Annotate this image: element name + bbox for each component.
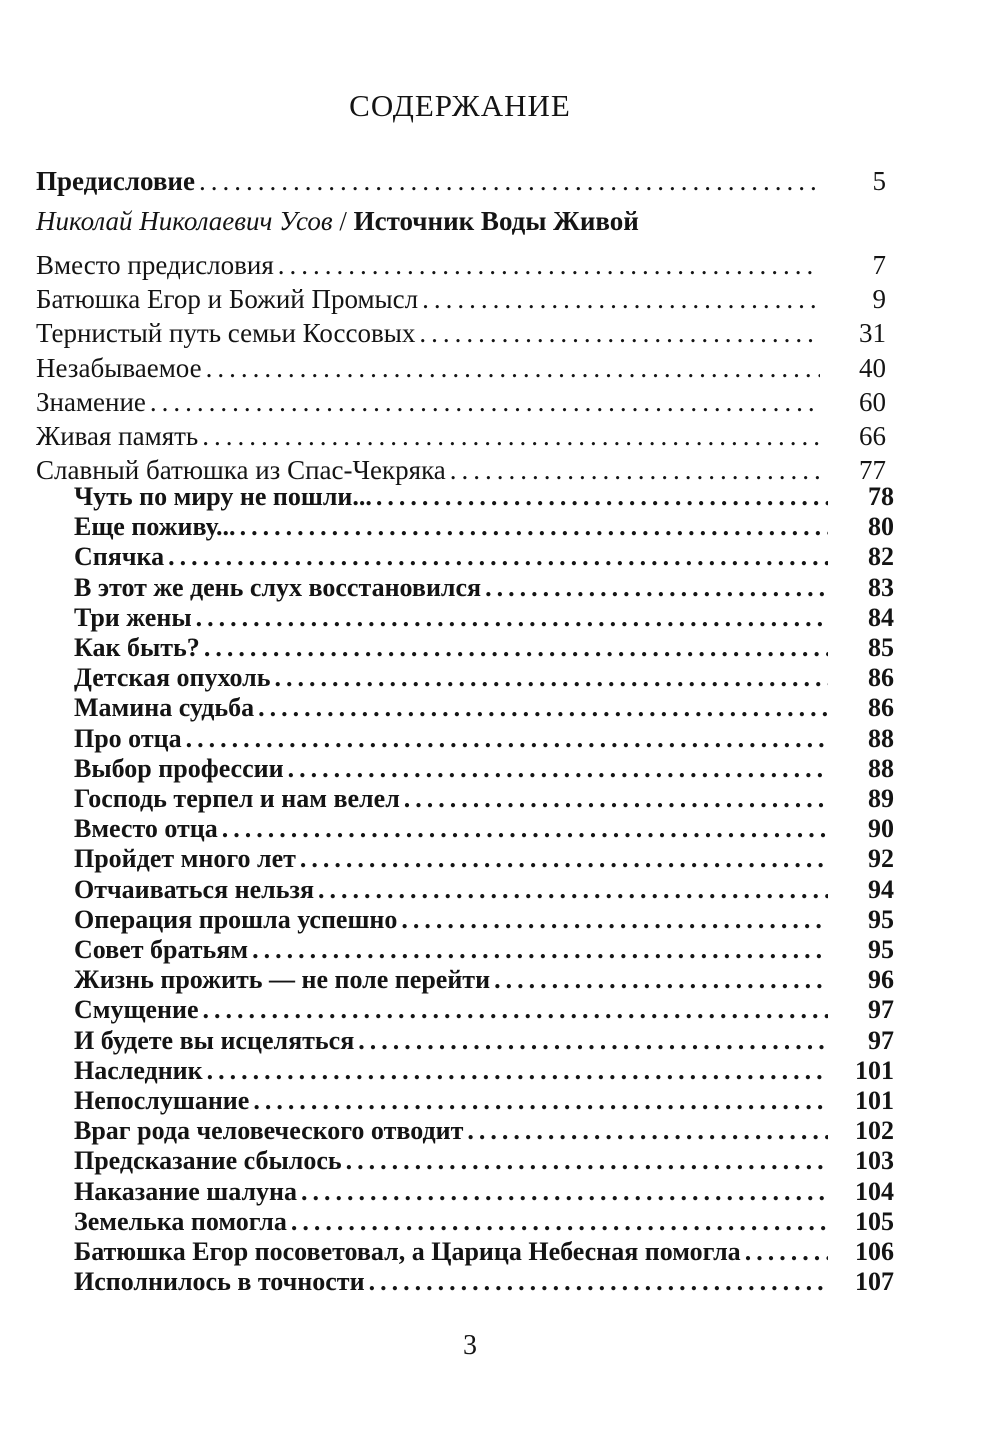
toc-entry <box>36 318 886 349</box>
toc-entry <box>74 1086 894 1116</box>
dot-leader <box>202 421 820 452</box>
toc-page-number: 97 <box>868 1025 894 1055</box>
toc-page-number: 7 <box>872 250 886 280</box>
toc-entry-label: Пройдет много лет <box>74 844 296 874</box>
toc-entry-label: Господь терпел и нам велел <box>74 784 400 813</box>
toc-page-number: 89 <box>868 784 894 813</box>
toc-page-number: 90 <box>868 814 894 844</box>
dot-leader <box>199 166 820 197</box>
toc-page-number: 104 <box>855 1176 894 1206</box>
toc-entry-label: Живая память <box>36 421 199 451</box>
toc-entry-label: Тернистый путь семьи Коссовых <box>36 318 416 349</box>
toc-entry-label: Предсказание сбылось <box>74 1146 342 1176</box>
toc-page-number: 86 <box>868 663 894 693</box>
toc-entry <box>36 284 886 315</box>
dot-leader <box>404 784 828 814</box>
toc-entry-label: Знамение <box>36 386 146 417</box>
toc-entry <box>74 542 894 572</box>
dot-leader <box>318 875 828 905</box>
toc-page-number: 103 <box>855 1146 894 1176</box>
toc-entry-label: Операция прошла успешно <box>74 904 398 934</box>
dot-leader <box>300 844 828 874</box>
toc-entry <box>36 387 886 418</box>
toc-page-number: 101 <box>855 1055 894 1085</box>
toc-entry <box>74 1146 894 1176</box>
dot-leader <box>253 1086 828 1116</box>
dot-leader <box>186 724 828 754</box>
dot-leader <box>196 603 828 633</box>
dot-leader <box>207 1056 828 1086</box>
toc-page-number: 97 <box>868 995 894 1025</box>
toc-entry <box>74 935 894 965</box>
toc-entry <box>36 421 886 452</box>
toc-entry-label: Вместо отца <box>74 814 218 844</box>
toc-page-number: 94 <box>868 874 894 904</box>
toc-entry <box>74 482 894 512</box>
dot-leader <box>346 1146 828 1176</box>
toc-entry-label: Как быть? <box>74 633 200 662</box>
toc-entry <box>74 633 894 663</box>
toc-entry-label: Батюшка Егор и Божий Промысл <box>36 284 419 315</box>
section-heading <box>36 206 639 237</box>
toc-page-number: 40 <box>859 352 886 383</box>
dot-leader <box>252 935 828 965</box>
toc-entry-label: Земелька помогла <box>74 1206 287 1236</box>
toc-entry-label: В этот же день слух восстановился <box>74 572 482 602</box>
toc-entry-label: Враг рода человеческого отводит <box>74 1116 464 1146</box>
toc-entry <box>74 1056 894 1086</box>
dot-leader <box>288 754 828 784</box>
toc-entry <box>74 905 894 935</box>
toc-entry <box>74 875 894 905</box>
toc-entry <box>36 250 886 281</box>
toc-entry <box>74 1237 894 1267</box>
dot-leader <box>275 663 828 693</box>
toc-entry-label: И будете вы исцеляться <box>74 1025 355 1055</box>
toc-page-number: 77 <box>859 455 886 486</box>
dot-leader <box>204 633 828 663</box>
dot-leader <box>222 814 828 844</box>
section-author: Николай Николаевич Усов <box>36 206 333 236</box>
toc-entry-label: Исполнилось в точности <box>74 1267 365 1297</box>
toc-page-number: 88 <box>868 753 894 783</box>
dot-leader <box>168 542 828 572</box>
dot-leader <box>467 1116 828 1146</box>
toc-page-number: 88 <box>868 723 894 753</box>
dot-leader <box>358 1026 828 1056</box>
toc-page-number: 60 <box>859 386 886 417</box>
toc-entry <box>36 353 886 384</box>
dot-leader <box>301 1177 828 1207</box>
dot-leader <box>202 995 828 1025</box>
toc-entry-label: Батюшка Егор посоветовал, а Царица Небесная помогла <box>74 1237 741 1266</box>
toc-page-number: 92 <box>868 844 894 874</box>
toc-entry <box>74 693 894 723</box>
toc-entry-label: Наказание шалуна <box>74 1176 298 1206</box>
toc-entry-label: Вместо предисловия <box>36 250 274 280</box>
toc-page-number: 105 <box>855 1206 894 1236</box>
toc-entry <box>74 724 894 754</box>
toc-page-number: 84 <box>868 602 894 632</box>
dot-leader <box>485 573 828 603</box>
toc-page-number: 101 <box>855 1086 894 1115</box>
toc-entry <box>74 844 894 874</box>
dot-leader <box>401 905 828 935</box>
toc-page-number: 31 <box>859 318 886 349</box>
page-number: 3 <box>463 1330 477 1361</box>
toc-entry <box>74 1207 894 1237</box>
toc-entry <box>74 965 894 995</box>
toc-entry-label: Непослушание <box>74 1086 250 1115</box>
toc-entry-label: Три жены <box>74 602 192 632</box>
dot-leader <box>422 284 820 315</box>
toc-entry <box>74 1267 894 1297</box>
toc-page-number: 107 <box>855 1267 894 1297</box>
toc-page-number: 82 <box>868 542 894 572</box>
toc-entry-label: Совет братьям <box>74 935 249 964</box>
toc-entry <box>74 1116 894 1146</box>
toc-entry <box>74 995 894 1025</box>
toc-entry-label: Смущение <box>74 995 199 1025</box>
toc-entry-label: Отчаиваться нельзя <box>74 874 315 904</box>
toc-entry <box>74 1177 894 1207</box>
dot-leader <box>206 353 820 384</box>
dot-leader <box>150 387 820 418</box>
toc-entry-label: Еще поживу... <box>74 512 236 542</box>
toc-entry <box>74 814 894 844</box>
toc-page-number: 106 <box>855 1237 894 1266</box>
toc-page-number: 95 <box>868 935 894 964</box>
toc-entry <box>74 663 894 693</box>
dot-leader <box>369 1267 828 1297</box>
dot-leader <box>278 250 820 281</box>
toc-entry <box>74 573 894 603</box>
dot-leader <box>240 512 828 542</box>
toc-entry-label: Незабываемое <box>36 352 202 383</box>
section-separator: / <box>332 206 354 236</box>
toc-entry <box>74 1026 894 1056</box>
dot-leader <box>745 1237 828 1267</box>
toc-entry <box>74 784 894 814</box>
dot-leader <box>494 965 828 995</box>
toc-page-number: 5 <box>872 166 886 196</box>
toc-page-number: 66 <box>859 421 886 451</box>
toc-page-number: 78 <box>868 482 894 511</box>
toc-page-number: 102 <box>855 1116 894 1146</box>
dot-leader <box>419 318 820 349</box>
toc-entry <box>74 603 894 633</box>
toc-entry-label: Славный батюшка из Спас-Чекряка <box>36 455 446 486</box>
dot-leader <box>291 1207 828 1237</box>
toc-entry-label: Про отца <box>74 723 182 753</box>
toc-entry-preface <box>36 166 886 197</box>
toc-entry-label: Выбор профессии <box>74 753 284 783</box>
page-title: СОДЕРЖАНИЕ <box>349 88 571 123</box>
toc-entry-label: Жизнь прожить — не поле перейти <box>74 965 491 995</box>
toc-entry-label: Наследник <box>74 1055 203 1085</box>
toc-entry <box>74 754 894 784</box>
toc-entry <box>74 512 894 542</box>
toc-entry-label: Чуть по миру не пошли... <box>74 482 372 511</box>
dot-leader <box>376 482 828 512</box>
toc-entry-label: Мамина судьба <box>74 693 255 723</box>
toc-page-number: 85 <box>868 633 894 662</box>
toc-entry-label: Детская опухоль <box>74 663 271 693</box>
toc-page-number: 9 <box>872 284 886 315</box>
toc-entry-label: Спячка <box>74 542 165 572</box>
toc-page-number: 96 <box>868 965 894 995</box>
toc-page-number: 83 <box>868 572 894 602</box>
toc-page-number: 95 <box>868 904 894 934</box>
toc-entry-label: Предисловие <box>36 166 195 196</box>
dot-leader <box>258 693 828 723</box>
section-book-title: Источник Воды Живой <box>353 206 639 236</box>
toc-page-number: 80 <box>868 512 894 542</box>
toc-page-number: 86 <box>868 693 894 723</box>
